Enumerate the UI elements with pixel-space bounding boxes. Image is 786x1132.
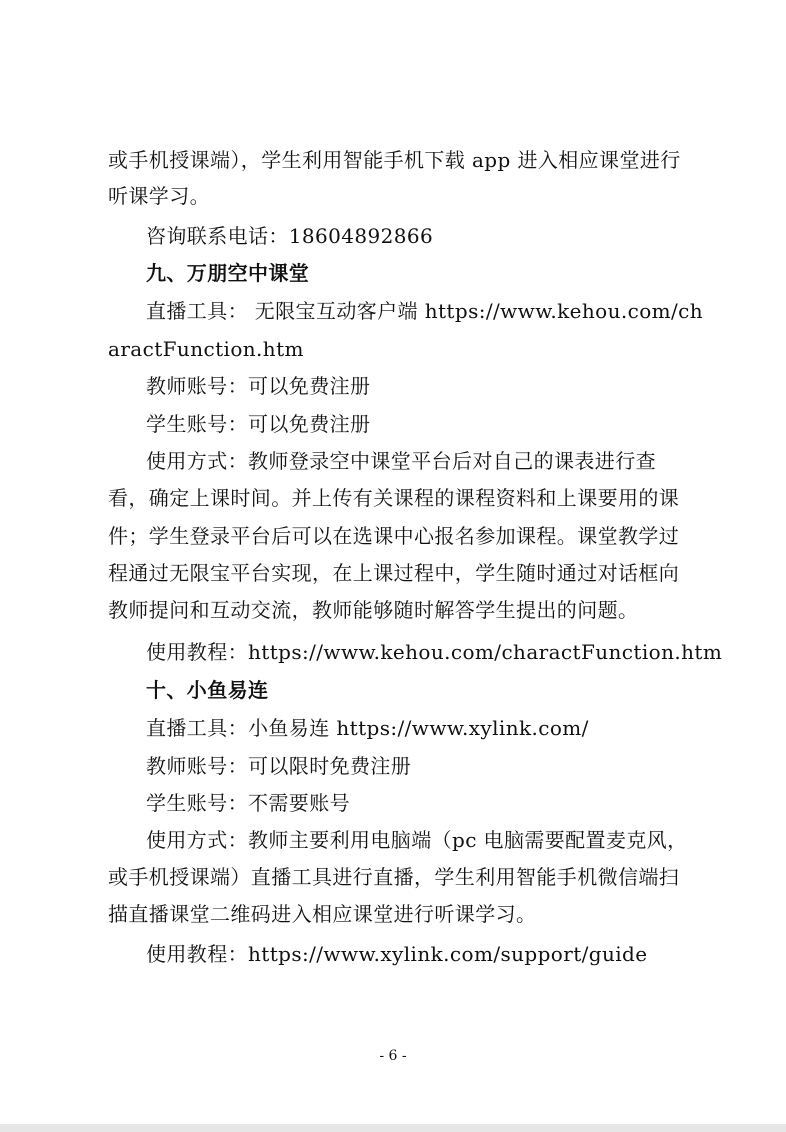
page-number: - 6 - [379, 1048, 407, 1064]
body-line: 看，确定上课时间。并上传有关课程的课程资料和上课要用的课 [108, 486, 680, 510]
body-line: 或手机授课端），学生利用智能手机下载 app 进入相应课堂进行 [108, 148, 681, 172]
contact-phone-line: 咨询联系电话：18604892866 [146, 224, 434, 248]
teacher-account-line: 教师账号：可以免费注册 [146, 374, 371, 398]
body-line: 直播工具： 无限宝互动客户端 https://www.kehou.com/ch [146, 299, 704, 323]
section-heading-wanpeng: 九、万朋空中课堂 [146, 261, 310, 285]
body-line: 直播工具：小鱼易连 https://www.xylink.com/ [146, 716, 589, 740]
tutorial-line: 使用教程：https://www.kehou.com/charactFunction.htm [146, 640, 723, 664]
student-account-line: 学生账号：可以免费注册 [146, 412, 371, 436]
tutorial-line: 使用教程：https://www.xylink.com/support/guide [146, 942, 648, 966]
teacher-account-line: 教师账号：可以限时免费注册 [146, 754, 412, 778]
body-line: 件；学生登录平台后可以在选课中心报名参加课程。课堂教学过 [108, 524, 680, 548]
usage-line: 使用方式：教师登录空中课堂平台后对自己的课表进行查 [146, 449, 656, 473]
body-line: aractFunction.htm [108, 337, 304, 361]
usage-line: 使用方式：教师主要利用电脑端（pc 电脑需要配置麦克风， [146, 828, 688, 852]
student-account-line: 学生账号：不需要账号 [146, 791, 350, 815]
section-heading-xylink: 十、小鱼易连 [146, 678, 269, 702]
body-line: 描直播课堂二维码进入相应课堂进行听课学习。 [108, 902, 537, 926]
body-line: 教师提问和互动交流，教师能够随时解答学生提出的问题。 [108, 598, 639, 622]
body-line: 或手机授课端）直播工具进行直播，学生利用智能手机微信端扫 [108, 865, 680, 889]
page-edge [0, 1124, 786, 1132]
body-line: 听课学习。 [108, 184, 210, 208]
body-line: 程通过无限宝平台实现，在上课过程中，学生随时通过对话框向 [108, 561, 680, 585]
